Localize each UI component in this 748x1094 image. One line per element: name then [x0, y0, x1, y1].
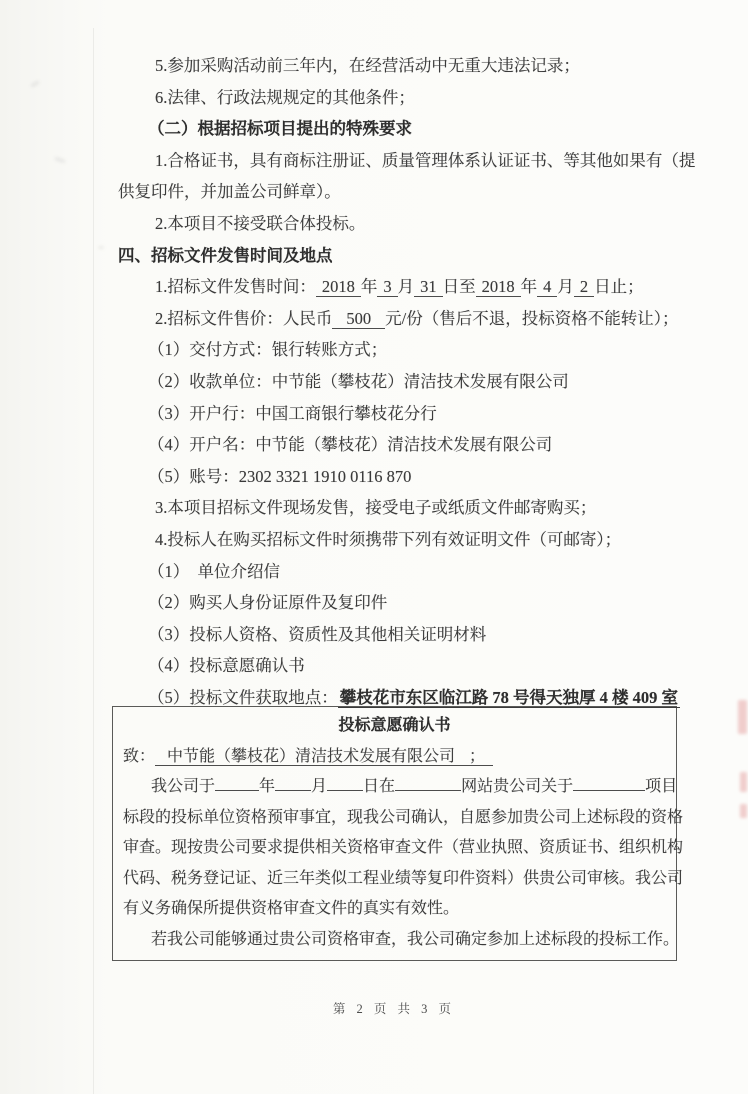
bank-line: （3）开户行：中国工商银行攀枝花分行 [148, 403, 437, 423]
sale-month-end: 4 [537, 277, 557, 297]
red-stamp-artifact [740, 772, 747, 792]
scan-smudge [30, 80, 41, 88]
sale-time-label: 1.招标文件发售时间： [155, 277, 316, 297]
confirm-paragraph-line: 代码、税务登记证、近三年类似工程业绩等复印件资料）供贵公司审核。我公司 [123, 869, 684, 887]
addressee-underline [155, 748, 493, 766]
confirm-box-title: 投标意愿确认书 [338, 717, 451, 735]
red-stamp-artifact [738, 700, 747, 734]
sale-year-end: 2018 [476, 277, 521, 297]
salutation-label: 致： [123, 747, 156, 765]
year-blank [215, 774, 259, 791]
doc-line-id-copy: （2）购买人身份证原件及复印件 [148, 593, 388, 613]
year-char: 年 [259, 778, 276, 796]
document-body [118, 50, 694, 961]
fill-text: 我公司于 [151, 778, 216, 796]
confirm-paragraph-line: 审查。现按贵公司要求提供相关资格审查文件（营业执照、资质证书、组织机构 [123, 839, 684, 857]
year-char: 年 [360, 277, 378, 297]
page-edge-line [93, 28, 94, 1094]
salutation-line [123, 742, 666, 773]
confirm-paragraph-line: 有义务确保所提供资格审查文件的真实有效性。 [123, 900, 460, 918]
project-char: 项目 [645, 778, 678, 796]
section-heading-sale-time-location: 四、招标文件发售时间及地点 [118, 245, 333, 265]
doc-line-other-conditions: 6.法律、行政法规规定的其他条件； [155, 87, 415, 107]
day-at-chars: 日在 [363, 778, 396, 796]
payment-method-line: （1）交付方式：银行转账方式； [148, 340, 388, 360]
scan-smudge [54, 156, 67, 164]
account-number-line: （5）账号：2302 3321 1910 0116 870 [148, 466, 412, 486]
doc-line-record: 5.参加采购活动前三年内，在经营活动中无重大违法记录； [155, 56, 580, 75]
scan-smudge [98, 246, 104, 249]
price-line [118, 303, 694, 335]
end-chars: 日止； [594, 277, 644, 297]
day-blank [327, 774, 363, 791]
section-heading-special-requirements: （二）根据招标项目提出的特殊要求 [148, 119, 412, 139]
doc-line-onsite-sale: 3.本项目招标文件现场发售，接受电子或纸质文件邮寄购买； [155, 498, 597, 518]
confirm-fill-line [123, 772, 678, 803]
doc-line-certificates-wrap: 供复印件，并加盖公司鲜章）。 [118, 182, 341, 202]
payee-line: （2）收款单位：中节能（攀枝花）清洁技术发展有限公司 [148, 371, 569, 391]
salutation-tail: ； [469, 747, 486, 765]
sale-time-line [118, 271, 694, 303]
website-blank [395, 774, 461, 791]
doc-line-confirmation-letter: （4）投标意愿确认书 [148, 656, 305, 676]
price-suffix: 元/份（售后不退，投标资格不能转让）； [385, 308, 679, 328]
confirm-paragraph-line: 标段的投标单位资格预审事宜，现我公司确认，自愿参加贵公司上述标段的资格 [123, 808, 684, 826]
confirm-closing-line: 若我公司能够通过贵公司资格审查，我公司确定参加上述标段的投标工作。 [151, 930, 680, 948]
red-stamp-artifact [740, 804, 747, 818]
sale-day-start: 31 [414, 277, 443, 297]
doc-line-introduction-letter: （1） 单位介绍信 [148, 561, 280, 581]
month-char: 月 [557, 277, 574, 297]
year-char: 年 [520, 277, 538, 297]
sale-year-start: 2018 [316, 277, 361, 297]
month-blank [275, 774, 311, 791]
project-blank [573, 774, 645, 791]
account-name-line: （4）开户名：中节能（攀枝花）清洁技术发展有限公司 [148, 435, 553, 455]
website-text: 网站贵公司关于 [461, 778, 574, 796]
doc-line-required-documents: 4.投标人在购买招标文件时须携带下列有效证明文件（可邮寄）； [155, 529, 622, 549]
doc-line-qualification-materials: （3）投标人资格、资质性及其他相关证明材料 [148, 624, 487, 644]
pickup-address: 攀枝花市东区临江路 78 号得天独厚 4 楼 409 室 [339, 687, 678, 707]
confirm-box [112, 706, 684, 961]
location-line [118, 682, 694, 714]
company-name: 中节能（攀枝花）清洁技术发展有限公司 [167, 747, 456, 765]
month-char: 月 [397, 277, 415, 297]
sale-day-end: 2 [574, 277, 594, 297]
price-amount: 500 [332, 309, 385, 329]
location-label: （5）投标文件获取地点： [148, 687, 338, 707]
page-footer: 第 2 页 共 3 页 [332, 1002, 456, 1016]
doc-line-no-consortium: 2.本项目不接受联合体投标。 [155, 213, 366, 233]
doc-line-certificates: 1.合格证书，具有商标注册证、质量管理体系认证证书、等其他如果有（提 [155, 150, 696, 170]
month-char: 月 [311, 778, 328, 796]
until-chars: 日至 [442, 277, 476, 297]
price-label: 2.招标文件售价：人民币 [155, 308, 333, 328]
sale-month-start: 3 [377, 277, 397, 297]
